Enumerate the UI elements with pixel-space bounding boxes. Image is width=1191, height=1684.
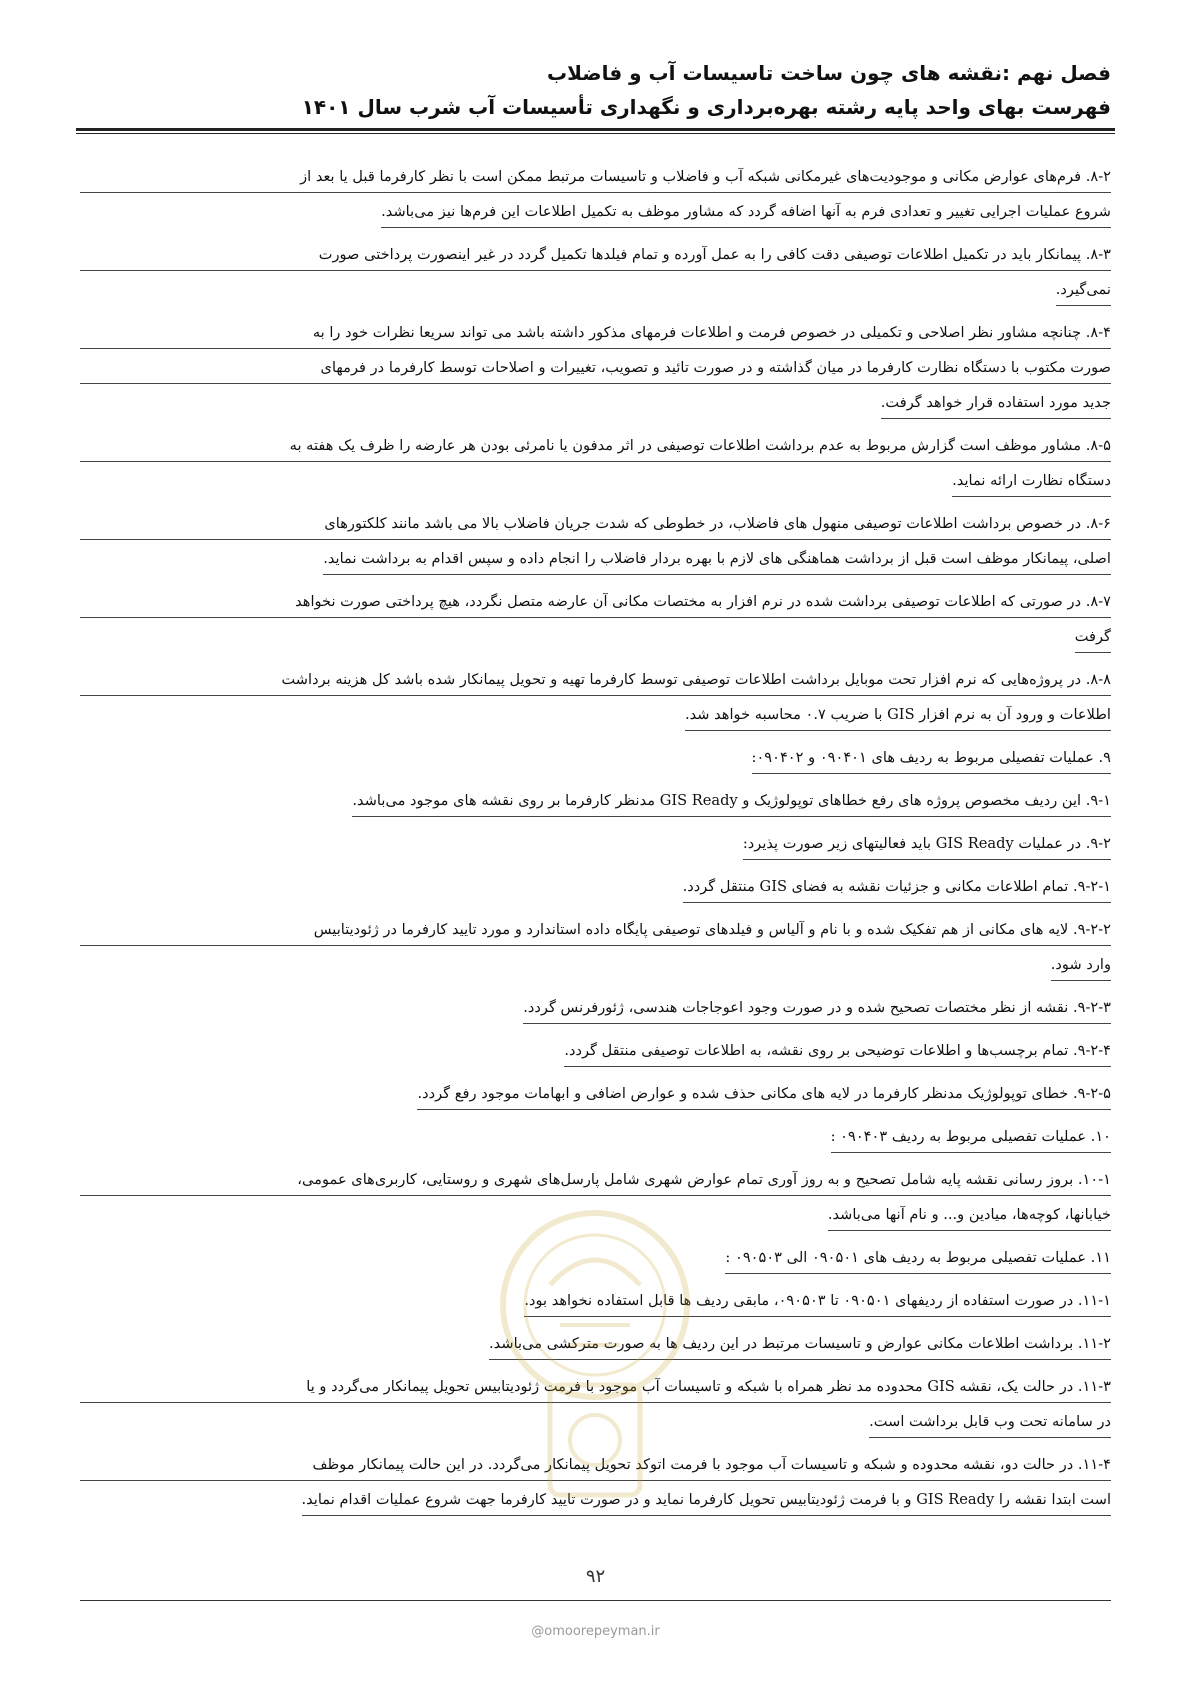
paragraph-line: ۱۱-۱. در صورت استفاده از ردیفهای ۰۹۰۵۰۱ تا ۰۹۰۵۰۳، مابقی ردیف ها قابل استفاده نخواهد بود. <box>524 1282 1111 1317</box>
document-title: فهرست بهای واحد پایه رشته بهره‌برداری و نگهداری تأسیسات آب شرب سال ۱۴۰۱ <box>301 95 1111 119</box>
paragraph <box>80 911 1111 985</box>
paragraph <box>80 427 1111 501</box>
seal-watermark-icon <box>490 1195 700 1525</box>
paragraph-line: ۱۰. عملیات تفصیلی مربوط به ردیف ۰۹۰۴۰۳ : <box>831 1118 1111 1153</box>
paragraph-line: ۸-۷. در صورتی که اطلاعات توصیفی برداشت شده در نرم افزار به مختصات مکانی آن عارضه متصل نگردد، هیچ پرداختی صورت نخواهد <box>80 583 1111 618</box>
paragraph-line: جدید مورد استفاده قرار خواهد گرفت. <box>881 384 1111 419</box>
paragraph-line: ۹-۲-۵. خطای توپولوژیک مدنظر کارفرما در لایه های مکانی حذف شده و عوارض اضافی و ابهامات موجود رفع گردد. <box>417 1075 1111 1110</box>
paragraph-line: ۹-۲-۴. تمام برچسب‌ها و اطلاعات توضیحی بر روی نقشه، به اطلاعات توصیفی منتقل گردد. <box>564 1032 1111 1067</box>
paragraph <box>80 739 1111 778</box>
paragraph <box>80 825 1111 864</box>
paragraph-line: ۸-۸. در پروژه‌هایی که نرم افزار تحت موبایل برداشت اطلاعات توصیفی توسط کارفرما تهیه و تحویل پیمانکار شده باشد کل هزینه برداشت <box>80 661 1111 696</box>
paragraph-line: خیابانها، کوچه‌ها، میادین و... و نام آنها می‌باشد. <box>828 1196 1111 1231</box>
paragraph-line: ۹. عملیات تفصیلی مربوط به ردیف های ۰۹۰۴۰۱ و ۰۹۰۴۰۲: <box>752 739 1111 774</box>
paragraph <box>80 989 1111 1028</box>
header-rule-thin <box>76 133 1115 134</box>
footer-rule <box>80 1600 1111 1601</box>
page-number: ۹۲ <box>585 1566 606 1587</box>
header-rule <box>76 128 1115 131</box>
paragraph <box>80 314 1111 423</box>
paragraph-line: ۱۱-۴. در حالت دو، نقشه محدوده و شبکه و تاسیسات آب موجود با فرمت اتوکد تحویل پیمانکار می‌گردد. در این حالت پیمانکار موظف <box>80 1446 1111 1481</box>
paragraph-line: دستگاه نظارت ارائه نماید. <box>952 462 1111 497</box>
paragraph <box>80 782 1111 821</box>
paragraph-line: ۸-۴. چنانچه مشاور نظر اصلاحی و تکمیلی در خصوص فرمت و اطلاعات فرمهای مذکور داشته باشد می تواند سریعا نظرات خود را به <box>80 314 1111 349</box>
paragraph-line: ۱۰-۱. بروز رسانی نقشه پایه شامل تصحیح و به روز آوری تمام عوارض شهری شامل پارسل‌های شهری و روستایی، کاربری‌های عمومی، <box>80 1161 1111 1196</box>
paragraph-line: اطلاعات و ورود آن به نرم افزار GIS با ضریب ۰.۷ محاسبه خواهد شد. <box>685 696 1111 731</box>
paragraph-line: ۱۱-۲. برداشت اطلاعات مکانی عوارض و تاسیسات مرتبط در این ردیف ها به صورت مترکشی می‌باشد. <box>489 1325 1111 1360</box>
paragraph-line: ۱۱-۳. در حالت یک، نقشه GIS محدوده مد نظر همراه با شبکه و تاسیسات آب موجود با فرمت ژئودیتابیس تحویل پیمانکار می‌گردد و یا <box>80 1368 1111 1403</box>
paragraph <box>80 868 1111 907</box>
paragraph-line: ۸-۵. مشاور موظف است گزارش مربوط به عدم برداشت اطلاعات توصیفی در اثر مدفون یا نامرئی بودن هر عارضه را ظرف یک هفته به <box>80 427 1111 462</box>
paragraph-line: ۹-۲-۳. نقشه از نظر مختصات تصحیح شده و در صورت وجود اعوجاجات هندسی، ژئورفرنس گردد. <box>523 989 1111 1024</box>
paragraph <box>80 1032 1111 1071</box>
paragraph-line: نمی‌گیرد. <box>1056 271 1111 306</box>
paragraph-line: است ابتدا نقشه را GIS Ready و با فرمت ژئودیتابیس تحویل کارفرما نماید و در صورت تایید کارفرما جهت شروع عملیات اقدام نماید. <box>302 1481 1112 1516</box>
paragraph-line: ۱۱. عملیات تفصیلی مربوط به ردیف های ۰۹۰۵۰۱ الی ۰۹۰۵۰۳ : <box>725 1239 1111 1274</box>
paragraph-line: ۹-۲. در عملیات GIS Ready باید فعالیتهای زیر صورت پذیرد: <box>743 825 1111 860</box>
paragraph <box>80 505 1111 579</box>
paragraph-line: ۸-۳. پیمانکار باید در تکمیل اطلاعات توصیفی دقت کافی را به عمل آورده و تمام فیلدها تکمیل گردد در غیر اینصورت پرداختی صورت <box>80 236 1111 271</box>
paragraph-line: ۹-۱. این ردیف مخصوص پروژه های رفع خطاهای توپولوژیک و GIS Ready مدنظر کارفرما بر روی نقشه های موجود می‌باشد. <box>352 782 1111 817</box>
paragraph <box>80 236 1111 310</box>
paragraph <box>80 1075 1111 1114</box>
page-header <box>80 56 1111 124</box>
paragraph <box>80 158 1111 232</box>
paragraph <box>80 661 1111 735</box>
paragraph-line: در سامانه تحت وب قابل برداشت است. <box>869 1403 1111 1438</box>
paragraph-line: ۸-۲. فرم‌های عوارض مکانی و موجودیت‌های غیرمکانی شبکه آب و فاضلاب و تاسیسات مرتبط ممکن است با نظر کارفرما قبل یا بعد از <box>80 158 1111 193</box>
paragraph-line: اصلی، پیمانکار موظف است قبل از برداشت هماهنگی های لازم با بهره بردار فاضلاب را انجام داده و سپس اقدام به برداشت نماید. <box>323 540 1111 575</box>
paragraph-line: صورت مکتوب با دستگاه نظارت کارفرما در میان گذاشته و در صورت تائید و تصویب، تغییرات و اصلاحات توسط کارفرما در فرمهای <box>80 349 1111 384</box>
site-watermark: @omoorepeyman.ir <box>531 1624 660 1639</box>
chapter-title: فصل نهم :نقشه های چون ساخت تاسیسات آب و فاضلاب <box>546 61 1111 85</box>
paragraph-line: ۹-۲-۱. تمام اطلاعات مکانی و جزئیات نقشه به فضای GIS منتقل گردد. <box>683 868 1111 903</box>
paragraph-line: گرفت <box>1075 618 1111 653</box>
paragraph-line: وارد شود. <box>1051 946 1111 981</box>
paragraph-line: ۸-۶. در خصوص برداشت اطلاعات توصیفی منهول های فاضلاب، در خطوطی که شدت جریان فاضلاب بالا می باشد مانند کلکتورهای <box>80 505 1111 540</box>
paragraph-line: ۹-۲-۲. لایه های مکانی از هم تفکیک شده و با نام و آلیاس و فیلدهای توصیفی پایگاه داده استاندارد و مورد تایید کارفرما در ژئودیتابیس <box>80 911 1111 946</box>
paragraph <box>80 1118 1111 1157</box>
paragraph-line: شروع عملیات اجرایی تغییر و تعدادی فرم به آنها اضافه گردد که مشاور موظف به تکمیل اطلاعات این فرم‌ها نیز می‌باشد. <box>381 193 1111 228</box>
paragraph <box>80 583 1111 657</box>
